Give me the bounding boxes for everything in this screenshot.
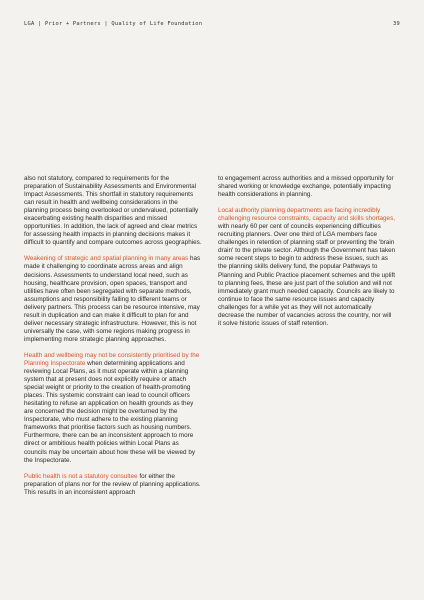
paragraph [24,352,202,465]
running-header [24,21,400,27]
paragraph [24,175,202,247]
paragraph-text: to engagement across authorities and a missed opportunity for shared working or knowledge exchange, potentially impacting health considerations in planning. [218,175,394,199]
paragraph-text: for either the preparation of plans nor for the review of planning applications. This results in an inconsistent approach [24,472,201,496]
paragraph-text: has made it challenging to coordinate across areas and align decisions. Assessments to understand local need, such as housing, healthcare provision, open spaces, transport and utilities have often been segregated with separate methods, assumptions and responsibility falling to different teams or delivery partners. This process can be resource intensive, may result in duplication and can make it difficult to plan for and deliver necessary strategic infrastructure. However, this is not universally the case, with some regions making progress in implementing more strategic planning approaches. [24,255,201,343]
left-column [24,175,202,505]
highlight-heading: Public health is not a statutory consultee [24,472,138,480]
right-column [218,175,396,336]
highlight-heading: Weakening of strategic and spatial planning in many areas [24,255,189,263]
header-title: LGA | Prior + Partners | Quality of Life Foundation [24,21,203,27]
highlight-heading: Health and wellbeing may not be consistently prioritised by the Planning Inspectorate [24,351,200,367]
paragraph [24,255,202,344]
paragraph-text: also not statutory, compared to requirements for the preparation of Sustainability Assessments and Environmental Impact Assessments. This shortfall in statutory requirements can result in health and wellbeing considerations in the planning process being overlooked or undervalued, potentially exacerbating existing health disparities and missed opportunities. In addition, the lack of agreed and clear metrics for assessing health impacts in planning decisions makes it difficult to quantify and compare outcomes across geographies. [24,175,202,247]
paragraph-text: with nearly 60 per cent of councils experiencing difficulties recruiting planners. Over one third of LGA members face challenges in retention of planning staff or preventing the 'brain drain' to the private sector. Although the Government has taken some recent steps to begin to address these issues, such as the planning skills delivery fund, the popular Pathways to Planning and Public Practice placement schemes and the uplift to planning fees, these are just part of the solution and will not immediately grant much needed capacity. Councils are likely to continue to face the same resource issues and capacity challenges for a while yet as they will not automatically decrease the number of vacancies across the country, nor will it solve historic issues of staff retention. [218,223,396,327]
paragraph [218,207,396,328]
paragraph-text: when determining applications and reviewing Local Plans, as it must operate within a planning system that at present does not explicitly require or attach special weight or priority to the creation of health-promoting places. This systemic constraint can lead to council officers hesitating to refuse an application on health grounds as they are concerned the decision might be overturned by the Inspectorate, who must adhere to the existing planning frameworks that prioritise factors such as housing numbers. Furthermore, there can be an inconsistent approach to more direct or ambitious health policies within Local Plans as councils may be uncertain about how these will be viewed by the Inspectorate. [24,359,196,464]
page-number: 39 [393,21,400,27]
paragraph [24,473,202,497]
paragraph [218,175,396,199]
highlight-heading: Local authority planning departments are facing incredibly challenging resource constraints, capacity and skills shortages, [218,207,396,223]
